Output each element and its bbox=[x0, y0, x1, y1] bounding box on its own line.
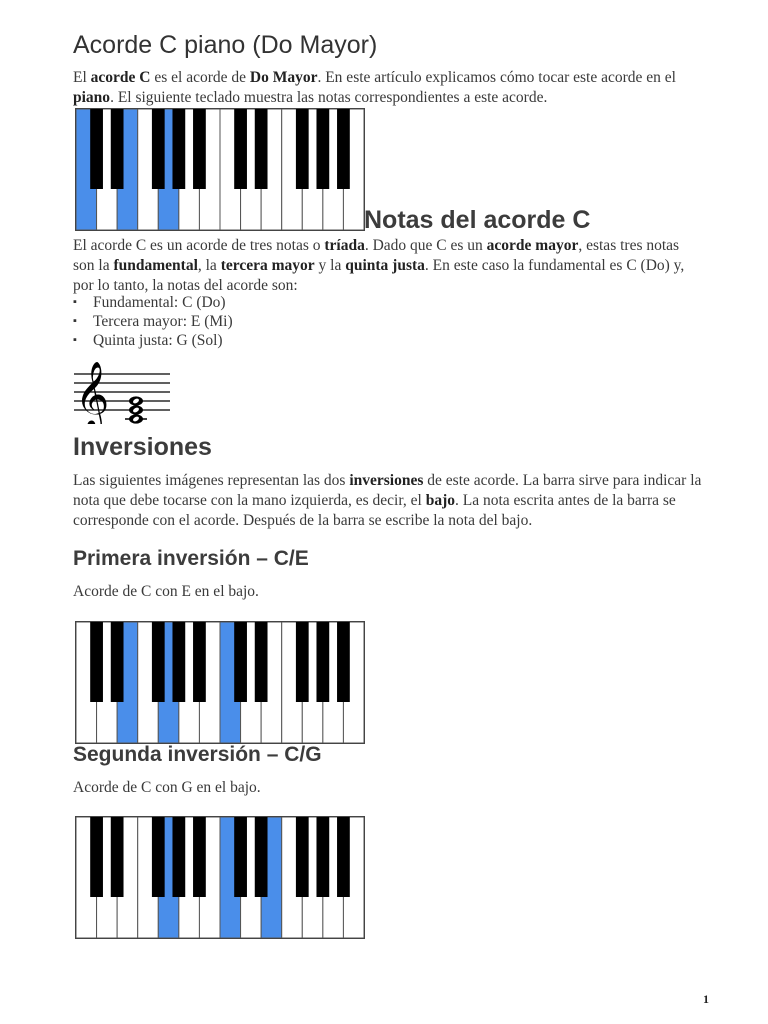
first-inversion-heading: Primera inversión – C/E bbox=[73, 547, 309, 570]
black-key bbox=[316, 817, 329, 897]
black-key bbox=[255, 622, 268, 702]
notes-paragraph: El acorde C es un acorde de tres notas o tríada. Dado que C es un acorde mayor, estas tres notas son la fundamental, la tercera mayor y la quinta justa. En este caso la fundamental es C (Do) y, por lo tanto, la notas del acorde son: bbox=[73, 237, 685, 294]
piano-keys bbox=[75, 621, 365, 744]
piano-keyboard-c-chord bbox=[75, 108, 365, 231]
black-key bbox=[90, 817, 103, 897]
black-key bbox=[316, 622, 329, 702]
piano-keys bbox=[75, 108, 365, 231]
black-key bbox=[152, 817, 165, 897]
black-key bbox=[193, 109, 206, 189]
black-key bbox=[193, 817, 206, 897]
second-inversion-text: Acorde de C con G en el bajo. bbox=[73, 779, 261, 796]
black-key bbox=[255, 817, 268, 897]
inversions-heading: Inversiones bbox=[73, 433, 212, 461]
black-key bbox=[316, 109, 329, 189]
black-key bbox=[90, 109, 103, 189]
black-key bbox=[296, 109, 309, 189]
black-key bbox=[111, 109, 124, 189]
first-inversion-text: Acorde de C con E en el bajo. bbox=[73, 583, 259, 600]
black-key bbox=[111, 622, 124, 702]
list-item: ▪ Quinta justa: G (Sol) bbox=[73, 331, 233, 350]
piano-keyboard-second-inversion bbox=[75, 816, 365, 939]
black-key bbox=[172, 109, 185, 189]
intro-paragraph: El acorde C es el acorde de Do Mayor. En este artículo explicamos cómo tocar este acorde en el piano. El siguiente teclado muestra las notas correspondientes a este acorde. bbox=[73, 69, 676, 106]
chord-notes-list bbox=[73, 293, 233, 350]
black-key bbox=[255, 109, 268, 189]
list-item: ▪ Tercera mayor: E (Mi) bbox=[73, 312, 233, 331]
black-key bbox=[296, 817, 309, 897]
black-key bbox=[337, 622, 350, 702]
piano-keyboard-first-inversion bbox=[75, 621, 365, 744]
black-key bbox=[172, 817, 185, 897]
black-key bbox=[296, 622, 309, 702]
page-title: Acorde C piano (Do Mayor) bbox=[73, 31, 378, 59]
notes-heading: Notas del acorde C bbox=[364, 206, 591, 234]
inversions-paragraph: Las siguientes imágenes representan las dos inversiones de este acorde. La barra sirve para indicar la nota que debe tocarse con la mano izquierda, es decir, el bajo. La nota escrita antes de la barra se corresponde con el acorde. Después de la barra se escribe la nota del bajo. bbox=[73, 472, 702, 529]
black-key bbox=[337, 109, 350, 189]
black-key bbox=[337, 817, 350, 897]
music-staff-c-chord bbox=[72, 356, 174, 424]
black-key bbox=[90, 622, 103, 702]
black-key bbox=[234, 622, 247, 702]
black-key bbox=[172, 622, 185, 702]
black-key bbox=[152, 109, 165, 189]
piano-keys bbox=[75, 816, 365, 939]
treble-clef-icon: 𝄞 bbox=[75, 360, 110, 424]
black-key bbox=[234, 109, 247, 189]
second-inversion-heading: Segunda inversión – C/G bbox=[73, 743, 322, 766]
black-key bbox=[193, 622, 206, 702]
page-number: 1 bbox=[703, 992, 709, 1006]
black-key bbox=[234, 817, 247, 897]
list-item: ▪ Fundamental: C (Do) bbox=[73, 293, 233, 312]
black-key bbox=[111, 817, 124, 897]
black-key bbox=[152, 622, 165, 702]
